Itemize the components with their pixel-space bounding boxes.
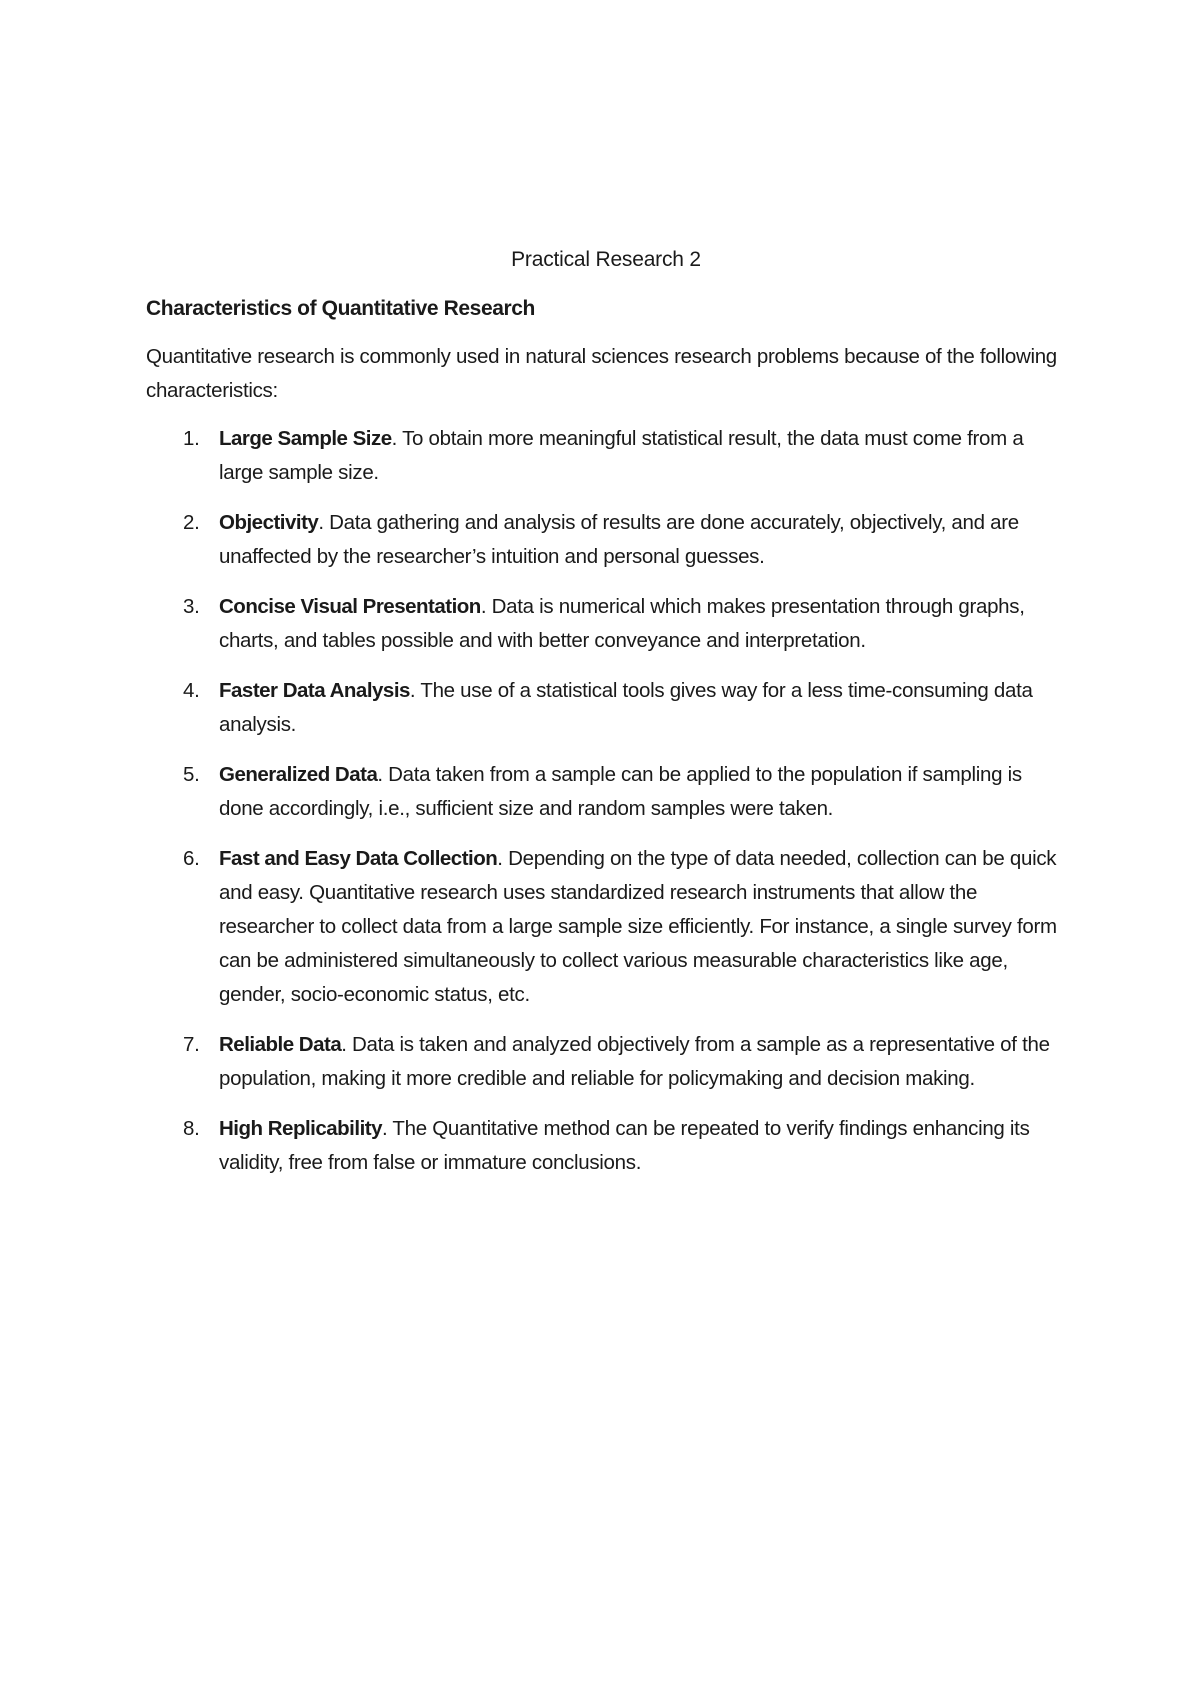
list-item-number: 4. — [183, 679, 200, 702]
list-item — [146, 842, 1066, 1012]
list-item — [146, 506, 1066, 574]
section-heading: Characteristics of Quantitative Research — [146, 297, 535, 320]
list-item-text: The Quantitative method can be repeated to verify findings enhancing its validity, free from false or immature conclusions. — [219, 1117, 1030, 1174]
list-item-period: . — [480, 595, 487, 618]
list-item-text: The use of a statistical tools gives way for a less time-consuming data analysis. — [219, 679, 1033, 736]
list-item-term: Faster Data Analysis — [219, 679, 410, 702]
list-item-term: Concise Visual Presentation — [219, 595, 481, 618]
list-item-term: Generalized Data — [219, 763, 378, 786]
list-item — [146, 674, 1066, 742]
list-item-period: . — [382, 1117, 388, 1140]
list-item-text: Data gathering and analysis of results are done accurately, objectively, and are unaffected by the researcher’s intuition and personal guesses. — [219, 511, 1019, 568]
list-item-text: Depending on the type of data needed, collection can be quick and easy. Quantitative research uses standardized research instruments that allow the researcher to collect data from a large sample size efficiently. For instance, a single survey form can be administered simultaneously to collect various measurable characteristics like age, gender, socio-economic status, etc. — [219, 847, 1057, 1006]
list-item — [146, 758, 1066, 826]
list-item-text: Data is numerical which makes presentation through graphs, charts, and tables possible and with better conveyance and interpretation. — [219, 595, 1025, 652]
list-item-term: Large Sample Size — [219, 427, 392, 450]
document-body — [146, 246, 1066, 1196]
list-item-number: 8. — [183, 1117, 200, 1140]
list-item-period: . — [377, 763, 383, 786]
document-title: Practical Research 2 — [511, 248, 701, 271]
list-item-text: Data is taken and analyzed objectively from a sample as a representative of the population, making it more credible and reliable for policymaking and decision making. — [219, 1033, 1050, 1090]
characteristics-list — [146, 422, 1066, 1180]
list-item-number: 5. — [183, 763, 200, 786]
list-item-period: . — [318, 511, 324, 534]
list-item-number: 3. — [183, 595, 200, 618]
list-item-term: High Replicability — [219, 1117, 382, 1140]
list-item — [146, 1028, 1066, 1096]
list-item-period: . — [391, 427, 398, 450]
list-item-number: 1. — [183, 427, 200, 450]
intro-paragraph: Quantitative research is commonly used in natural sciences research problems because of the following characteristics: — [146, 345, 1057, 402]
list-item-term: Reliable Data — [219, 1033, 342, 1056]
list-item — [146, 422, 1066, 490]
list-item-text: To obtain more meaningful statistical result, the data must come from a large sample size. — [219, 427, 1024, 484]
list-item-period: . — [341, 1033, 347, 1056]
list-item-number: 6. — [183, 847, 200, 870]
list-item — [146, 590, 1066, 658]
list-item-period: . — [409, 679, 416, 702]
list-item-number: 7. — [183, 1033, 200, 1056]
list-item-term: Fast and Easy Data Collection — [219, 847, 498, 870]
list-item — [146, 1112, 1066, 1180]
list-item-term: Objectivity — [219, 511, 319, 534]
list-item-period: . — [497, 847, 503, 870]
list-item-text: Data taken from a sample can be applied to the population if sampling is done accordingly, i.e., sufficient size and random samples were taken. — [219, 763, 1022, 820]
list-item-number: 2. — [183, 511, 200, 534]
